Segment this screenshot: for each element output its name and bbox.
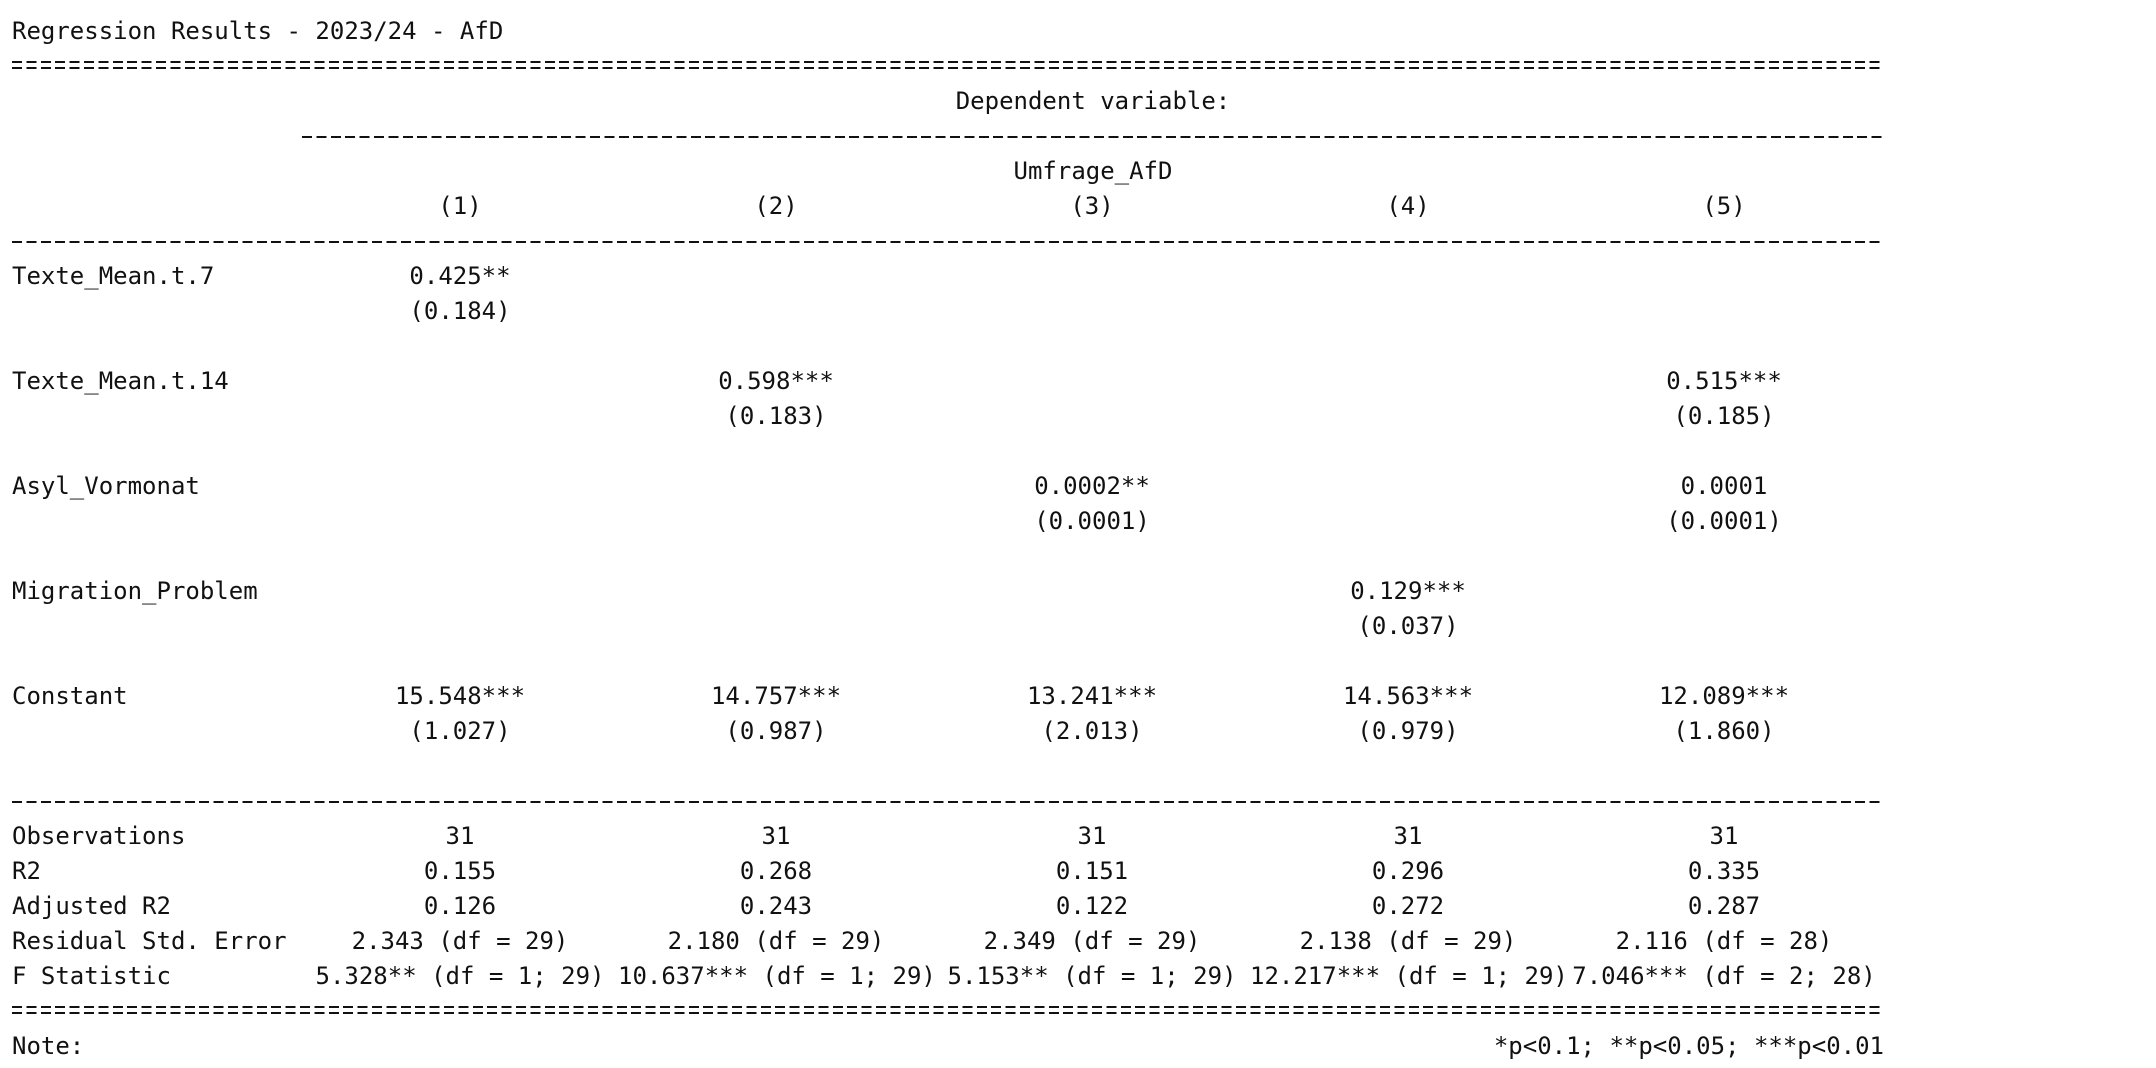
variable-name: Texte_Mean.t.14 [12, 367, 229, 395]
std-error-row [12, 399, 1884, 434]
statistic-value: 2.116 (df = 28) [1615, 927, 1833, 955]
note-label: Note: [12, 1032, 85, 1060]
statistic-value: 31 [445, 822, 475, 850]
std-error: (0.0001) [1034, 507, 1150, 535]
std-error: (2.013) [1041, 717, 1143, 745]
coefficient-row [12, 259, 1884, 294]
statistic-value: 5.153** (df = 1; 29) [947, 962, 1237, 990]
column-header: (1) [438, 192, 482, 220]
table-title: Regression Results - 2023/24 - AfD [12, 17, 504, 45]
statistic-value: 0.126 [423, 892, 497, 920]
statistic-name: Observations [12, 822, 186, 850]
statistic-row [12, 819, 1884, 854]
spacer [12, 329, 1884, 364]
statistic-value: 12.217*** (df = 1; 29) [1250, 962, 1568, 990]
header-bottom-rule [12, 224, 1884, 259]
coefficient-estimate [1250, 364, 1566, 399]
coefficients-section [12, 259, 1884, 784]
coefficient-row [12, 679, 1884, 714]
dependent-variable-name: Umfrage_AfD [1013, 157, 1173, 185]
coefficient-estimate: 0.425** [409, 262, 511, 290]
statistic-value: 0.296 [1371, 857, 1445, 885]
statistic-value: 0.268 [739, 857, 813, 885]
std-error: (0.979) [1357, 717, 1459, 745]
statistic-name: Residual Std. Error [12, 927, 287, 955]
coefficient-estimate: 14.757*** [710, 682, 842, 710]
variable-name: Asyl_Vormonat [12, 472, 200, 500]
variable-name: Constant [12, 682, 128, 710]
statistic-value: 2.138 (df = 29) [1299, 927, 1517, 955]
statistic-value: 0.122 [1055, 892, 1129, 920]
statistic-value: 2.180 (df = 29) [667, 927, 885, 955]
note-row [12, 1029, 1884, 1064]
std-error: (0.184) [409, 297, 511, 325]
column-header: (3) [1070, 192, 1114, 220]
statistic-name: F Statistic [12, 962, 171, 990]
statistic-value: 31 [1077, 822, 1107, 850]
std-error [1250, 504, 1566, 539]
std-error [302, 609, 618, 644]
coefficient-estimate [1250, 469, 1566, 504]
regression-table [12, 14, 1884, 1064]
column-header: (4) [1386, 192, 1430, 220]
statistic-row [12, 889, 1884, 924]
statistic-row [12, 924, 1884, 959]
std-error [618, 504, 934, 539]
coefficient-estimate: 15.548*** [394, 682, 526, 710]
statistic-value: 2.343 (df = 29) [351, 927, 569, 955]
coefficient-estimate [618, 259, 934, 294]
coefficient-estimate [934, 364, 1250, 399]
spacer [12, 644, 1884, 679]
coefficient-estimate [302, 574, 618, 609]
std-error: (0.0001) [1666, 507, 1782, 535]
std-error [1250, 399, 1566, 434]
coefficient-estimate [302, 469, 618, 504]
std-error [302, 399, 618, 434]
statistic-value: 7.046*** (df = 2; 28) [1572, 962, 1876, 990]
dependent-variable-header-row [12, 84, 1884, 119]
std-error [934, 609, 1250, 644]
statistic-row [12, 959, 1884, 994]
coefficient-estimate: 0.598*** [718, 367, 834, 395]
std-error: (0.183) [725, 402, 827, 430]
top-double-rule [12, 49, 1884, 84]
spacer [12, 749, 1884, 784]
std-error [1250, 294, 1566, 329]
std-error: (0.185) [1673, 402, 1775, 430]
column-header: (2) [754, 192, 798, 220]
variable-name: Migration_Problem [12, 577, 258, 605]
coefficient-row [12, 364, 1884, 399]
std-error: (1.860) [1673, 717, 1775, 745]
spacer [12, 434, 1884, 469]
statistic-value: 0.151 [1055, 857, 1129, 885]
statistic-value: 2.349 (df = 29) [983, 927, 1201, 955]
coefficient-estimate: 14.563*** [1342, 682, 1474, 710]
std-error: (1.027) [409, 717, 511, 745]
std-error-row [12, 504, 1884, 539]
statistics-section [12, 819, 1884, 994]
coefficient-estimate: 0.129*** [1350, 577, 1466, 605]
coefficient-estimate: 13.241*** [1026, 682, 1158, 710]
coefficient-estimate [618, 574, 934, 609]
coefficient-estimate [934, 574, 1250, 609]
statistic-value: 0.335 [1687, 857, 1761, 885]
spacer [12, 539, 1884, 574]
std-error-row [12, 609, 1884, 644]
variable-name: Texte_Mean.t.7 [12, 262, 215, 290]
coefficient-row [12, 469, 1884, 504]
coefficient-estimate [1250, 259, 1566, 294]
statistic-value: 31 [1709, 822, 1739, 850]
std-error-row [12, 294, 1884, 329]
coefficient-estimate: 0.0001 [1680, 472, 1768, 500]
dependent-variable-row [12, 154, 1884, 189]
std-error [1566, 609, 1882, 644]
std-error [934, 294, 1250, 329]
std-error [618, 609, 934, 644]
statistic-name: R2 [12, 857, 41, 885]
statistic-row [12, 854, 1884, 889]
statistic-value: 0.243 [739, 892, 813, 920]
coefficient-estimate [1566, 574, 1882, 609]
bottom-double-rule [12, 994, 1884, 1029]
stats-top-rule [12, 784, 1884, 819]
statistic-name: Adjusted R2 [12, 892, 171, 920]
coefficient-estimate [934, 259, 1250, 294]
std-error: (0.987) [725, 717, 827, 745]
std-error: (0.037) [1357, 612, 1459, 640]
statistic-value: 0.287 [1687, 892, 1761, 920]
coefficient-estimate: 0.515*** [1666, 367, 1782, 395]
statistic-value: 0.155 [423, 857, 497, 885]
significance-note: *p<0.1; **p<0.05; ***p<0.01 [1493, 1032, 1884, 1060]
statistic-value: 5.328** (df = 1; 29) [315, 962, 605, 990]
statistic-value: 31 [761, 822, 791, 850]
statistic-value: 31 [1393, 822, 1423, 850]
column-header: (5) [1702, 192, 1746, 220]
std-error [934, 399, 1250, 434]
dependent-variable-label: Dependent variable: [955, 87, 1231, 115]
coefficient-estimate: 12.089*** [1658, 682, 1790, 710]
coefficient-estimate [618, 469, 934, 504]
column-numbers-row [12, 189, 1884, 224]
coefficient-estimate [302, 364, 618, 399]
std-error-row [12, 714, 1884, 749]
std-error [302, 504, 618, 539]
header-sub-rule [12, 119, 1884, 154]
coefficient-estimate [1566, 259, 1882, 294]
std-error [618, 294, 934, 329]
coefficient-row [12, 574, 1884, 609]
statistic-value: 10.637*** (df = 1; 29) [618, 962, 936, 990]
coefficient-estimate: 0.0002** [1034, 472, 1150, 500]
statistic-value: 0.272 [1371, 892, 1445, 920]
std-error [1566, 294, 1882, 329]
